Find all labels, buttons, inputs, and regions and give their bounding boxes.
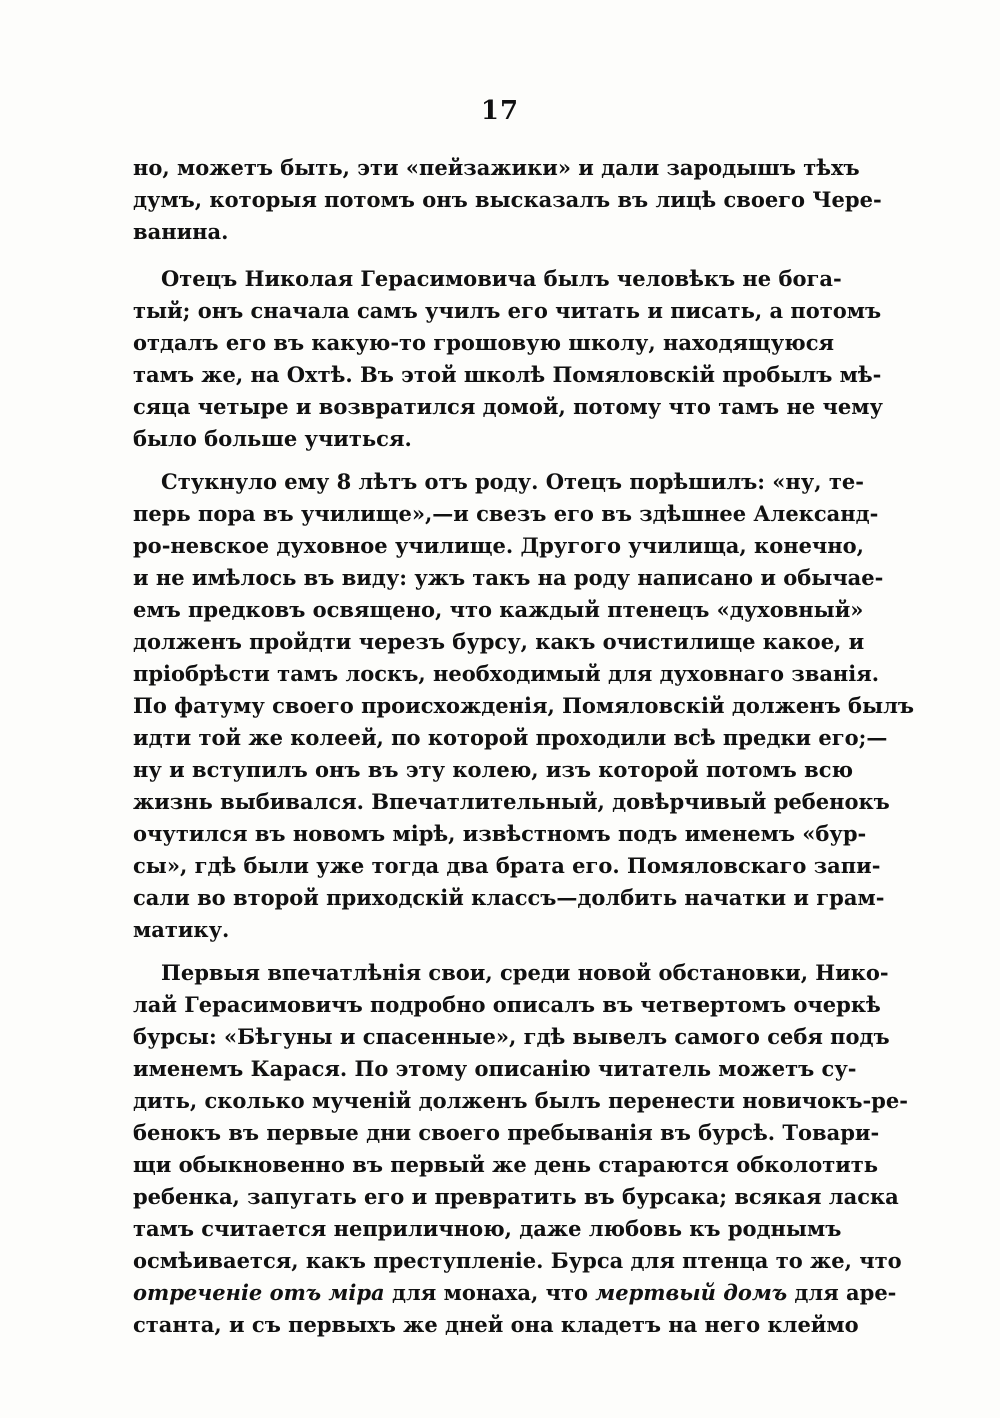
text-line: лай Герасимовичъ подробно описалъ въ четвертомъ очеркѣ xyxy=(133,992,881,1017)
text-line: отдалъ его въ какую-то грошовую школу, находящуюся xyxy=(133,330,835,355)
text-line: тамъ же, на Охтѣ. Въ этой школѣ Помяловскій пробылъ мѣ- xyxy=(133,362,882,387)
text-line: бурсы: «Бѣгуны и спасенные», гдѣ вывелъ самого себя подъ xyxy=(133,1024,890,1049)
text-line: было больше учиться. xyxy=(133,426,412,451)
paragraph-3 xyxy=(133,466,915,946)
text-line: сы», гдѣ были уже тогда два брата его. Помяловскаго запи- xyxy=(133,853,881,878)
text-line: ро-невское духовное училище. Другого училища, конечно, xyxy=(133,533,864,558)
text-line: станта, и съ первыхъ же дней она кладетъ на него клеймо xyxy=(133,1312,859,1337)
text-line: тый; онъ сначала самъ училъ его читать и писать, а потомъ xyxy=(133,298,882,323)
text-line: щи обыкновенно въ первый же день стараются обколотить xyxy=(133,1152,879,1177)
italic-phrase: мертвый домъ xyxy=(595,1280,788,1305)
paragraph-4 xyxy=(133,957,908,1341)
text-line: ванина. xyxy=(133,219,229,244)
text-line: емъ предковъ освящено, что каждый птенецъ «духовный» xyxy=(133,597,864,622)
text-line: пріобрѣсти тамъ лоскъ, необходимый для духовнаго званія. xyxy=(133,661,880,686)
text-segment: для монаха, что xyxy=(384,1280,596,1305)
text-line: сали во второй приходскій классъ—долбить начатки и грам- xyxy=(133,885,885,910)
text-line: идти той же колеей, по которой проходили всѣ предки его;— xyxy=(133,725,888,750)
text-line: и не имѣлось въ виду: ужъ такъ на роду написано и обычаe- xyxy=(133,565,884,590)
text-line: очутился въ новомъ мірѣ, извѣстномъ подъ именемъ «бур- xyxy=(133,821,867,846)
page-number: 17 xyxy=(480,96,520,126)
text-line: бенокъ въ первые дни своего пребыванія въ бурсѣ. Товари- xyxy=(133,1120,880,1145)
text-line: тамъ считается неприличною, даже любовь къ роднымъ xyxy=(133,1216,842,1241)
paragraph-1 xyxy=(133,152,882,248)
text-line: Отецъ Николая Герасимовича былъ человѣкъ не бога- xyxy=(161,266,842,291)
text-line: перь пора въ училище»,—и свезъ его въ здѣшнее Александ- xyxy=(133,501,879,526)
text-line: думъ, которыя потомъ онъ высказалъ въ лицѣ своего Чере- xyxy=(133,187,882,212)
text-line: долженъ пройдти черезъ бурсу, какъ очистилище какое, и xyxy=(133,629,865,654)
page-body xyxy=(133,152,915,1356)
paragraph-2 xyxy=(133,263,883,455)
text-line: ну и вступилъ онъ въ эту колею, изъ которой потомъ всю xyxy=(133,757,854,782)
text-line: осмѣивается, какъ преступленіе. Бурса для птенца то же, что xyxy=(133,1248,902,1273)
italic-phrase: отреченіе отъ міра xyxy=(133,1280,385,1305)
text-line: именемъ Карася. По этому описанію читатель можетъ су- xyxy=(133,1056,857,1081)
text-line-with-italics xyxy=(133,1277,897,1309)
text-line: ребенка, запугать его и превратить въ бурсака; всякая ласка xyxy=(133,1184,899,1209)
text-line: Стукнуло ему 8 лѣтъ отъ роду. Отецъ порѣшилъ: «ну, те- xyxy=(161,469,864,494)
text-segment: для аре- xyxy=(787,1280,897,1305)
text-line: По фатуму своего происхожденія, Помяловскій долженъ былъ xyxy=(133,693,915,718)
text-line: матику. xyxy=(133,917,230,942)
text-line: сяца четыре и возвратился домой, потому что тамъ не чему xyxy=(133,394,883,419)
text-line: жизнь выбивался. Впечатлительный, довѣрчивый ребенокъ xyxy=(133,789,890,814)
text-line: дить, сколько мученій долженъ былъ перенести новичокъ-ре- xyxy=(133,1088,908,1113)
text-line: Первыя впечатлѣнія свои, среди новой обстановки, Нико- xyxy=(161,960,889,985)
text-line: но, можетъ быть, эти «пейзажики» и дали зародышъ тѣхъ xyxy=(133,155,860,180)
